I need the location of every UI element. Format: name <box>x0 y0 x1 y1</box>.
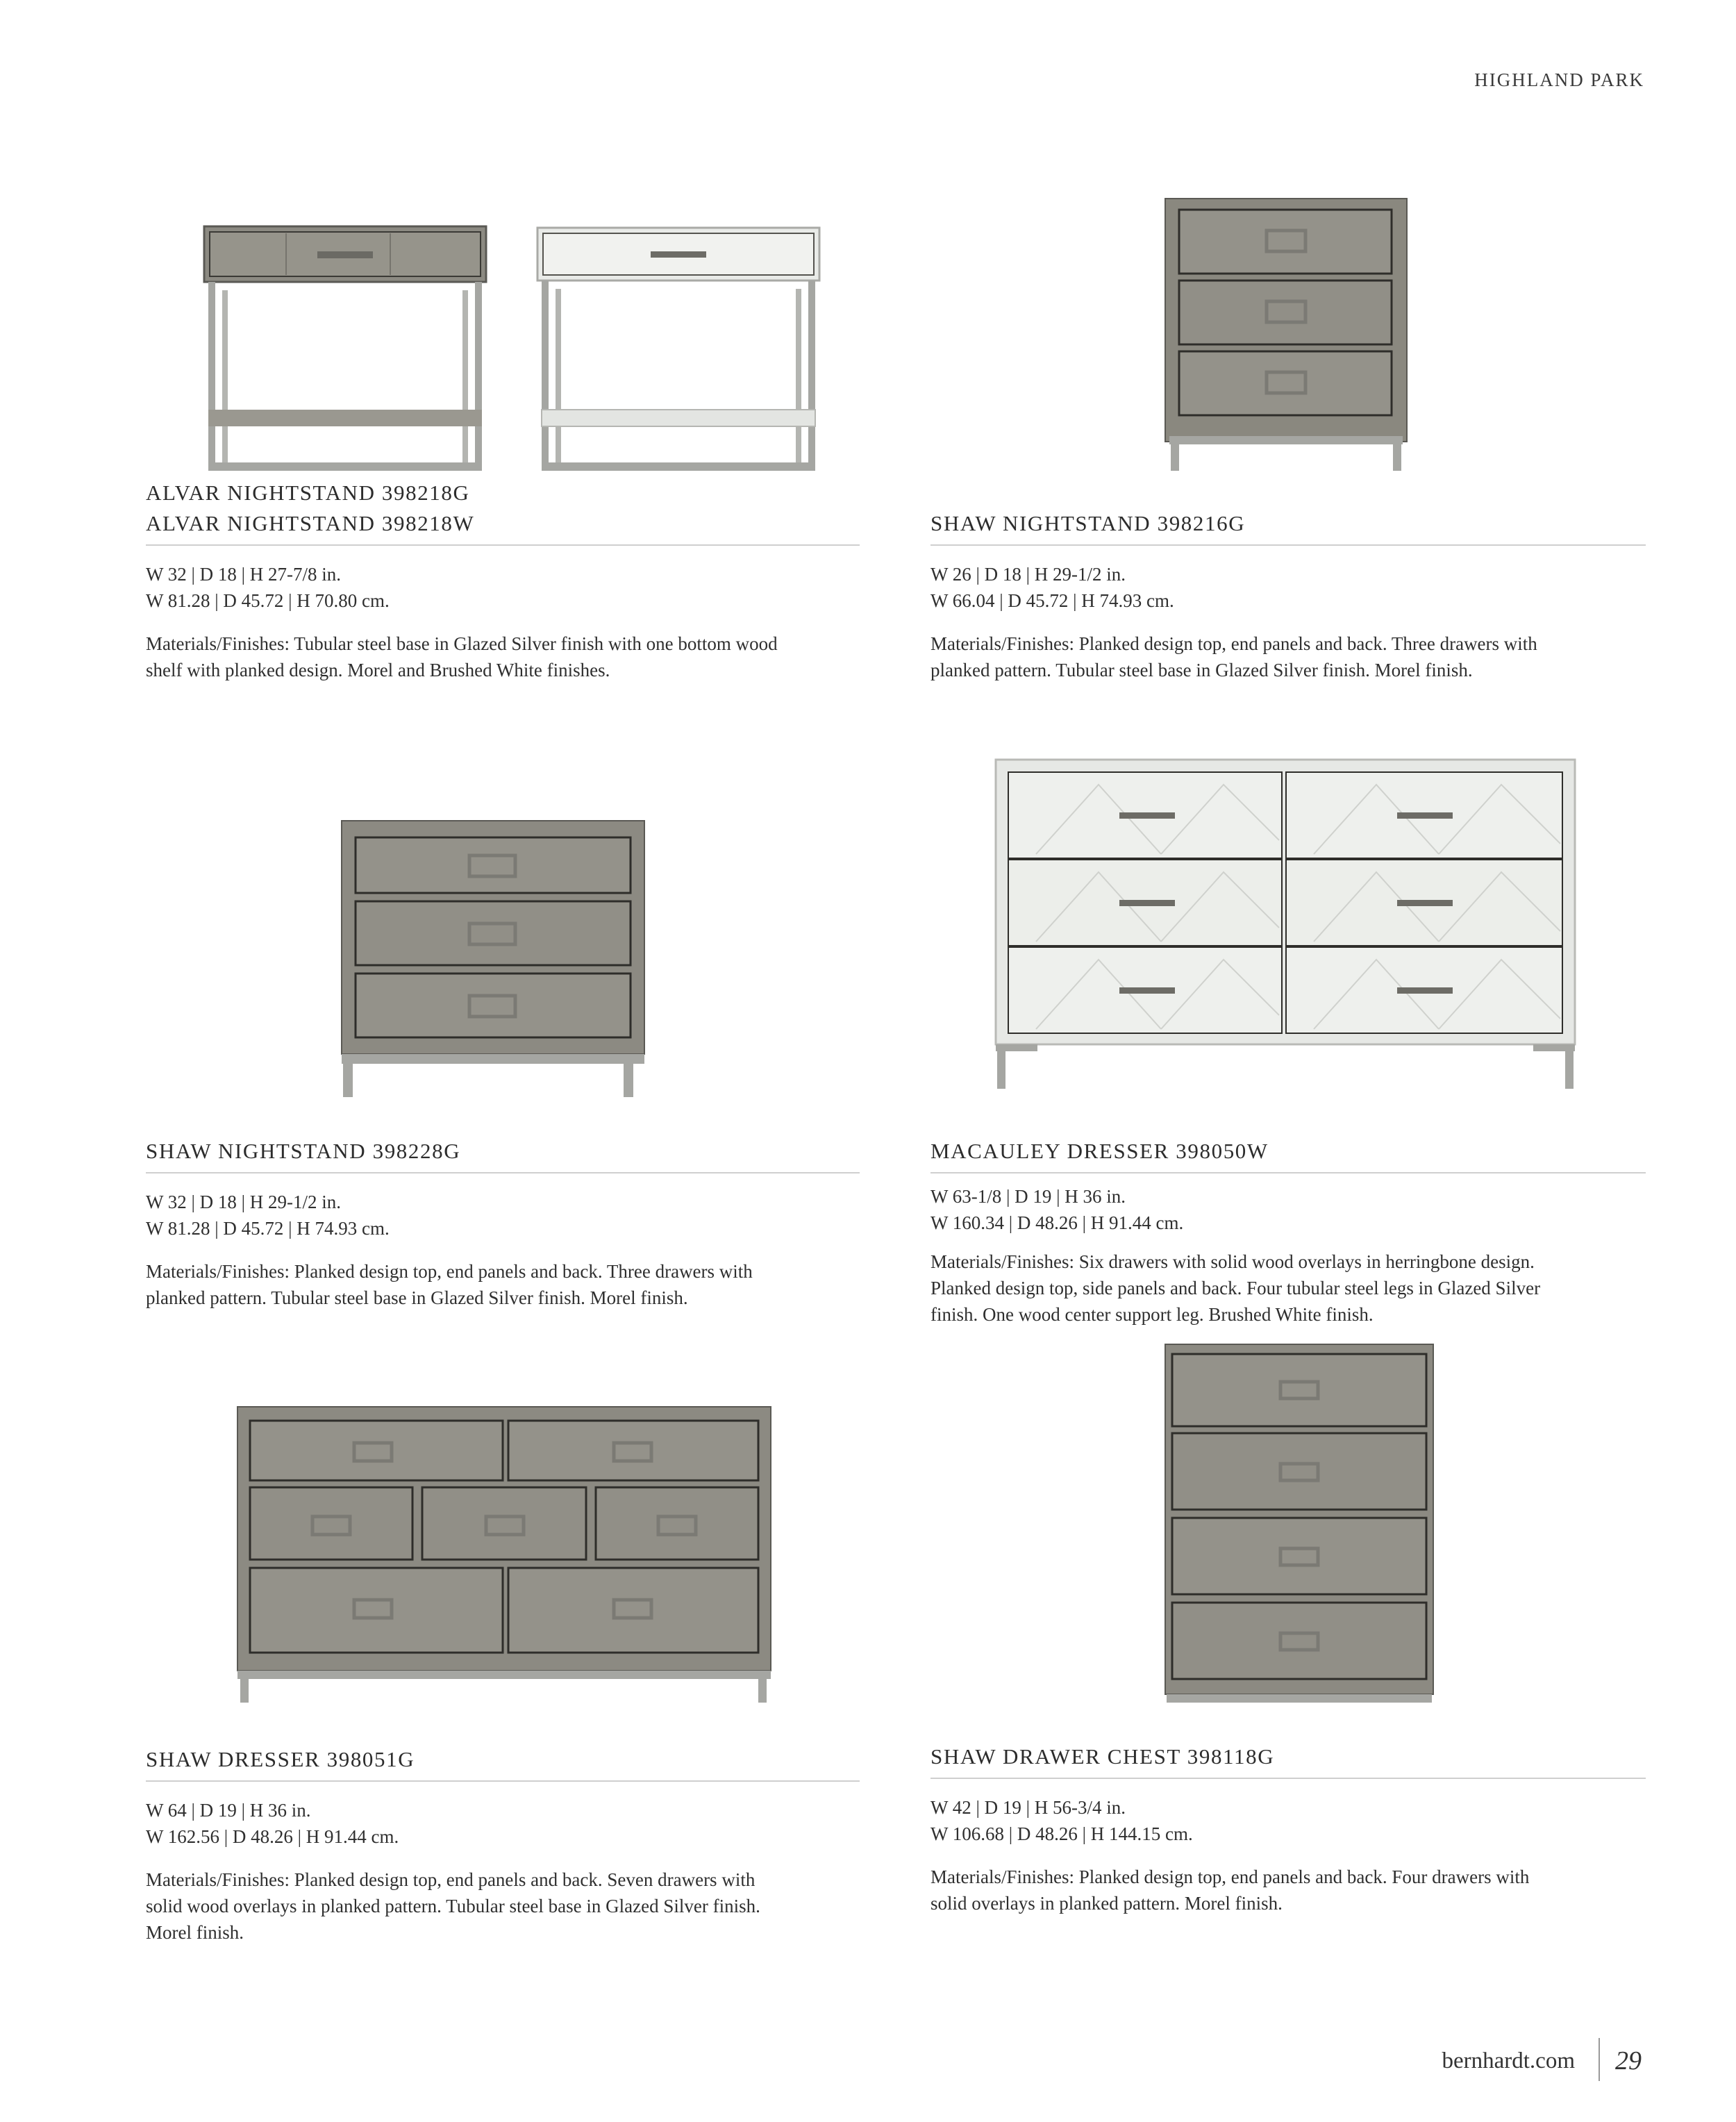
section-running-head: HIGHLAND PARK <box>1474 69 1644 90</box>
product-title: ALVAR NIGHTSTAND 398218G ALVAR NIGHTSTAND 398218W <box>146 478 860 546</box>
product-title: MACAULEY DRESSER 398050W <box>930 1136 1646 1173</box>
product-shaw-dresser <box>146 1744 860 1946</box>
product-macauley-dresser <box>930 1136 1646 1328</box>
shaw-drawer-chest-photo <box>1164 1343 1435 1704</box>
footer-website-link[interactable]: bernhardt.com <box>1442 2048 1575 2073</box>
product-dimensions: W 63-1/8 | D 19 | H 36 in. W 160.34 | D 48.26 | H 91.44 cm. <box>930 1186 1184 1233</box>
product-dimensions: W 32 | D 18 | H 29-1/2 in. W 81.28 | D 45.72 | H 74.93 cm. <box>146 1192 390 1239</box>
page-number: 29 <box>1615 2046 1642 2075</box>
product-dimensions: W 32 | D 18 | H 27-7/8 in. W 81.28 | D 45.72 | H 70.80 cm. <box>146 564 390 611</box>
footer-divider <box>1599 2038 1600 2081</box>
alvar-nightstand-morel-photo <box>203 224 487 474</box>
product-dimensions: W 26 | D 18 | H 29-1/2 in. W 66.04 | D 45.72 | H 74.93 cm. <box>930 564 1174 611</box>
product-shaw-nightstand-398216g <box>930 508 1646 683</box>
shaw-dresser-photo <box>236 1405 772 1704</box>
product-materials: Materials/Finishes: Six drawers with solid wood overlays in herringbone design. Planked design top, side panels and back. Four tubular steel legs in Glazed Silver finish. One wood center support leg. Brushed White finish. <box>930 1251 1541 1325</box>
product-materials: Materials/Finishes: Tubular steel base in Glazed Silver finish with one bottom wood shelf with planked design. Morel and Brushed White finishes. <box>146 633 778 680</box>
shaw-nightstand-398216g-photo <box>1164 197 1408 472</box>
product-title: SHAW DRESSER 398051G <box>146 1744 860 1782</box>
product-materials: Materials/Finishes: Planked design top, end panels and back. Four drawers with solid overlays in planked pattern. Morel finish. <box>930 1866 1530 1914</box>
product-shaw-nightstand-398228g <box>146 1136 860 1311</box>
product-alvar-nightstand <box>146 478 860 683</box>
product-title: SHAW NIGHTSTAND 398216G <box>930 508 1646 546</box>
alvar-nightstand-white-photo <box>536 226 821 474</box>
product-shaw-drawer-chest <box>930 1741 1646 1916</box>
product-dimensions: W 64 | D 19 | H 36 in. W 162.56 | D 48.26 | H 91.44 cm. <box>146 1800 399 1847</box>
product-dimensions: W 42 | D 19 | H 56-3/4 in. W 106.68 | D 48.26 | H 144.15 cm. <box>930 1797 1193 1844</box>
product-materials: Materials/Finishes: Planked design top, end panels and back. Three drawers with planked pattern. Tubular steel base in Glazed Silver finish. Morel finish. <box>930 633 1537 680</box>
shaw-nightstand-398228g-photo <box>340 819 646 1098</box>
product-materials: Materials/Finishes: Planked design top, end panels and back. Seven drawers with solid wood overlays in planked pattern. Tubular steel base in Glazed Silver finish. Morel finish. <box>146 1869 760 1943</box>
macauley-dresser-photo <box>994 757 1578 1090</box>
product-materials: Materials/Finishes: Planked design top, end panels and back. Three drawers with planked pattern. Tubular steel base in Glazed Silver finish. Morel finish. <box>146 1261 753 1308</box>
product-title: SHAW DRAWER CHEST 398118G <box>930 1741 1646 1779</box>
product-title: SHAW NIGHTSTAND 398228G <box>146 1136 860 1173</box>
